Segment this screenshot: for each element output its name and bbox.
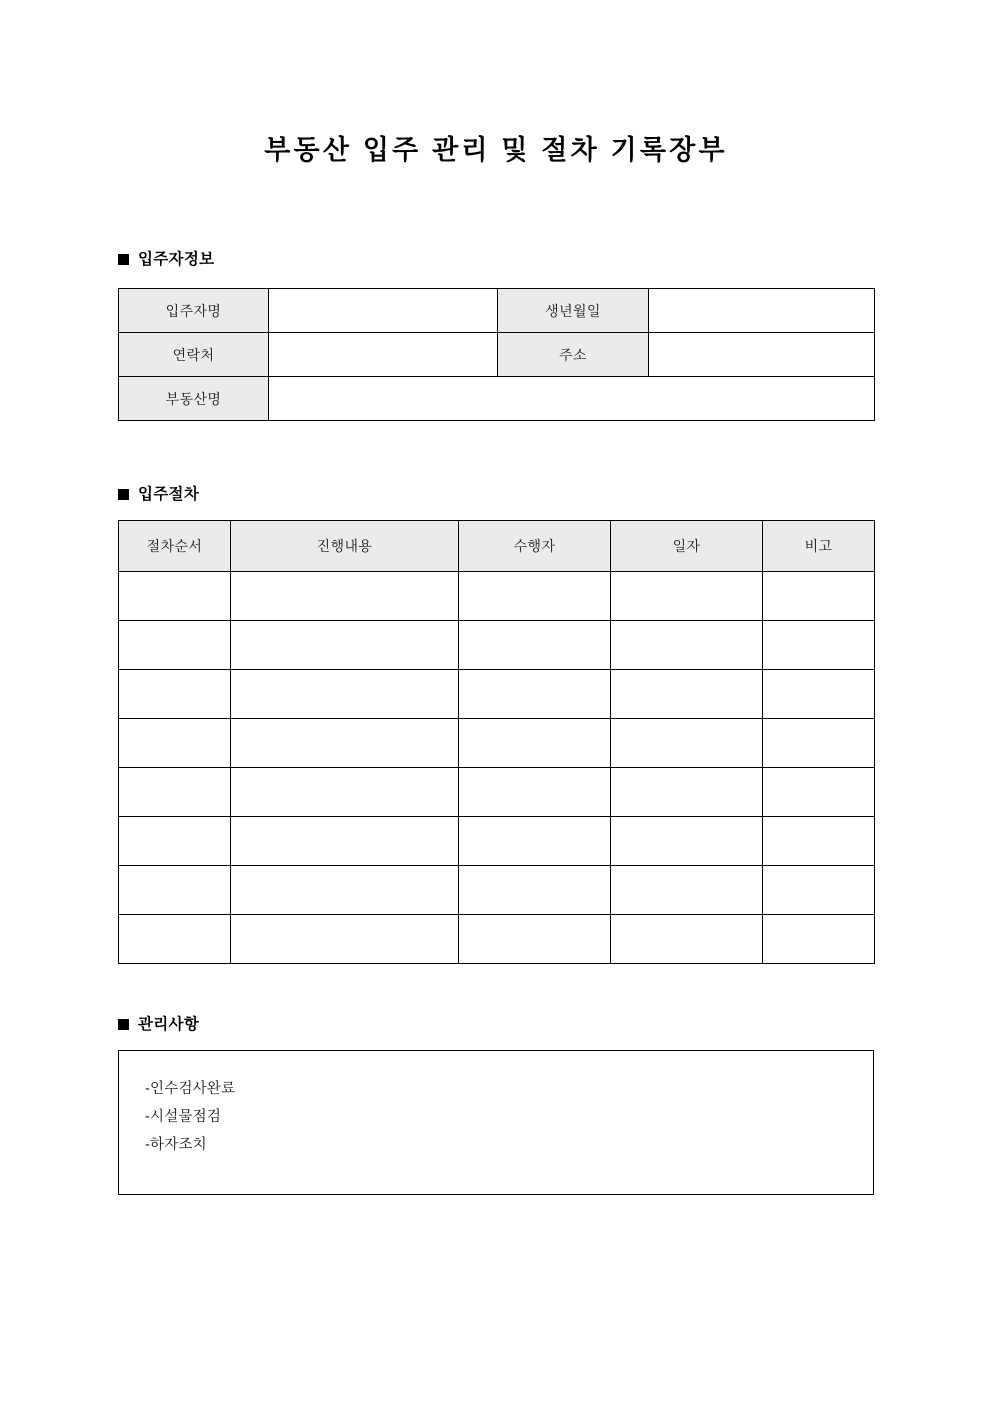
move-in-process-table <box>118 520 875 964</box>
table-body <box>119 572 875 964</box>
label-contact: 연락처 <box>119 333 269 377</box>
cell-r8-c5[interactable] <box>763 915 875 964</box>
cell-r8-c1[interactable] <box>119 915 231 964</box>
table-row <box>119 289 875 333</box>
cell-r1-c2[interactable] <box>231 572 459 621</box>
section-heading-resident-info <box>118 250 214 271</box>
section-heading-management-notes-label: 관리사항 <box>138 1016 200 1033</box>
note-item-2: -시설물점검 <box>145 1109 222 1125</box>
label-property-name: 부동산명 <box>119 377 269 421</box>
column-header-5: 비고 <box>763 521 875 572</box>
table-row <box>119 768 875 817</box>
field-birth-date[interactable] <box>649 289 875 333</box>
cell-r1-c4[interactable] <box>611 572 763 621</box>
cell-r2-c3[interactable] <box>459 621 611 670</box>
cell-r3-c2[interactable] <box>231 670 459 719</box>
table-row <box>119 719 875 768</box>
field-address[interactable] <box>649 333 875 377</box>
section-heading-move-in-process <box>118 485 199 506</box>
cell-r6-c2[interactable] <box>231 817 459 866</box>
filled-square-bullet-icon <box>118 489 129 500</box>
table-row <box>119 333 875 377</box>
cell-r7-c3[interactable] <box>459 866 611 915</box>
cell-r1-c5[interactable] <box>763 572 875 621</box>
field-contact[interactable] <box>269 333 498 377</box>
filled-square-bullet-icon <box>118 254 129 265</box>
cell-r5-c2[interactable] <box>231 768 459 817</box>
label-birth-date: 생년월일 <box>498 289 649 333</box>
cell-r7-c2[interactable] <box>231 866 459 915</box>
filled-square-bullet-icon <box>118 1019 129 1030</box>
table-row <box>119 572 875 621</box>
cell-r4-c5[interactable] <box>763 719 875 768</box>
management-notes-list <box>119 1051 873 1159</box>
cell-r8-c4[interactable] <box>611 915 763 964</box>
cell-r6-c4[interactable] <box>611 817 763 866</box>
section-heading-management-notes <box>118 1015 199 1036</box>
cell-r6-c3[interactable] <box>459 817 611 866</box>
cell-r2-c2[interactable] <box>231 621 459 670</box>
cell-r5-c5[interactable] <box>763 768 875 817</box>
cell-r4-c2[interactable] <box>231 719 459 768</box>
cell-r7-c5[interactable] <box>763 866 875 915</box>
cell-r4-c4[interactable] <box>611 719 763 768</box>
column-header-2: 진행내용 <box>231 521 459 572</box>
table-row <box>119 817 875 866</box>
table-row <box>119 866 875 915</box>
cell-r2-c1[interactable] <box>119 621 231 670</box>
cell-r1-c1[interactable] <box>119 572 231 621</box>
page-title: 부동산 입주 관리 및 절차 기록장부 <box>264 135 728 165</box>
cell-r4-c1[interactable] <box>119 719 231 768</box>
cell-r5-c3[interactable] <box>459 768 611 817</box>
section-heading-resident-info-label: 입주자정보 <box>138 251 215 268</box>
cell-r6-c5[interactable] <box>763 817 875 866</box>
column-header-1: 절차순서 <box>119 521 231 572</box>
cell-r3-c3[interactable] <box>459 670 611 719</box>
cell-r4-c3[interactable] <box>459 719 611 768</box>
section-heading-move-in-process-label: 입주절차 <box>138 486 200 503</box>
table-row <box>119 377 875 421</box>
cell-r5-c1[interactable] <box>119 768 231 817</box>
cell-r3-c5[interactable] <box>763 670 875 719</box>
cell-r7-c1[interactable] <box>119 866 231 915</box>
note-item-3: -하자조치 <box>145 1137 207 1153</box>
cell-r8-c3[interactable] <box>459 915 611 964</box>
column-header-3: 수행자 <box>459 521 611 572</box>
cell-r8-c2[interactable] <box>231 915 459 964</box>
label-resident-name: 입주자명 <box>119 289 269 333</box>
table-row <box>119 670 875 719</box>
cell-r2-c5[interactable] <box>763 621 875 670</box>
table-row <box>119 915 875 964</box>
cell-r3-c4[interactable] <box>611 670 763 719</box>
cell-r3-c1[interactable] <box>119 670 231 719</box>
field-property-name[interactable] <box>269 377 875 421</box>
label-address: 주소 <box>498 333 649 377</box>
management-notes-box[interactable] <box>118 1050 874 1195</box>
column-header-4: 일자 <box>611 521 763 572</box>
cell-r5-c4[interactable] <box>611 768 763 817</box>
note-item-1: -인수검사완료 <box>145 1081 236 1097</box>
table-header-row <box>119 521 875 572</box>
field-resident-name[interactable] <box>269 289 498 333</box>
cell-r2-c4[interactable] <box>611 621 763 670</box>
table-row <box>119 621 875 670</box>
cell-r7-c4[interactable] <box>611 866 763 915</box>
resident-info-table <box>118 288 875 421</box>
cell-r1-c3[interactable] <box>459 572 611 621</box>
cell-r6-c1[interactable] <box>119 817 231 866</box>
